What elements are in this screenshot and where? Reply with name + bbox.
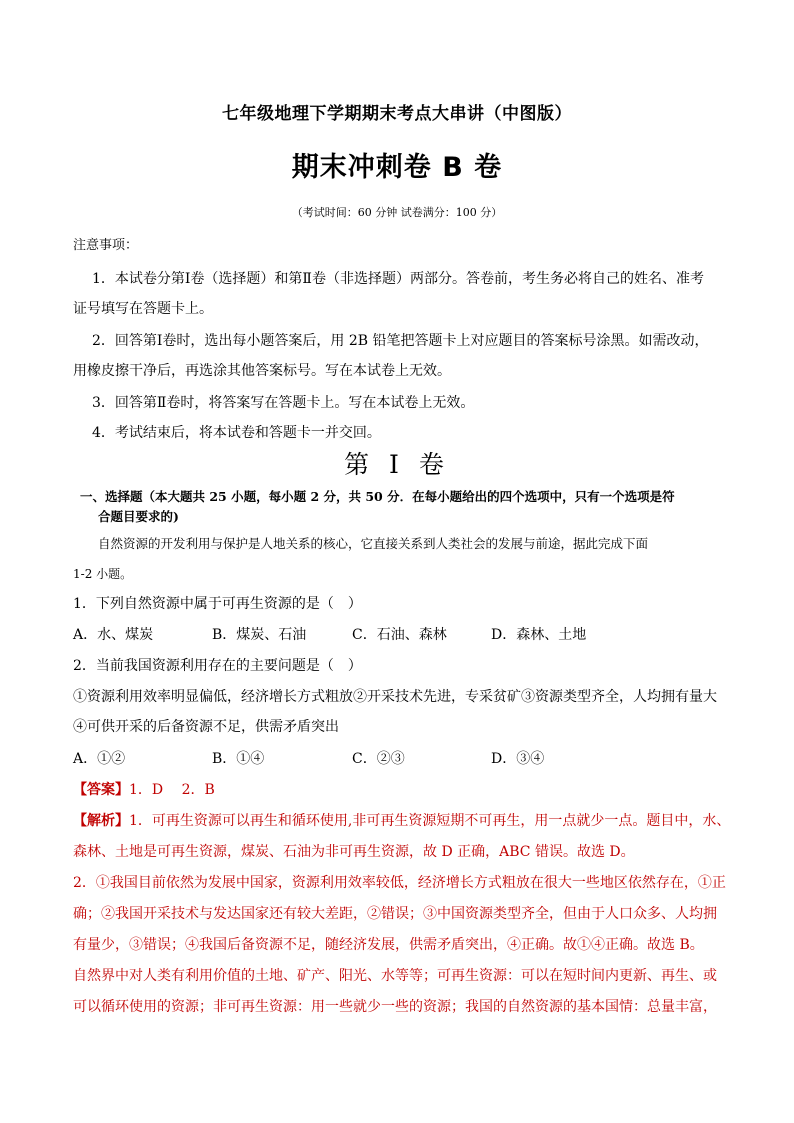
analysis-line-3: 2．①我国目前依然为发展中国家，资源利用效率较低，经济增长方式粗放在很大一些地区依然存在，①正: [73, 875, 726, 891]
question-1-option-d: D．森林、土地: [491, 627, 587, 643]
analysis-line-7: 可以循环使用的资源；非可再生资源：用一些就少一些的资源；我国的自然资源的基本国情：总量丰富，: [73, 999, 717, 1015]
question-2-option-a: A．①②: [73, 751, 126, 767]
question-2-option-b: B．①④: [212, 751, 265, 767]
passage-text-cont: 1-2 小题。: [73, 567, 133, 581]
question-2-statements: ①资源利用效率明显偏低，经济增长方式粗放②开采技术先进，专采贫矿③资源类型齐全，人均拥有量大: [73, 689, 717, 705]
analysis-line-6: 自然界中对人类有利用价值的土地、矿产、阳光、水等等；可再生资源：可以在短时间内更新、再生、或: [73, 968, 717, 984]
analysis-line-2: 森林、土地是可再生资源，煤炭、石油为非可再生资源，故 D 正确，ABC 错误。故选 D。: [73, 844, 635, 860]
answer-label: 【答案】: [73, 782, 129, 798]
question-1-option-b: B．煤炭、石油: [212, 627, 307, 643]
answer-text: 1．D 2．B: [129, 782, 215, 798]
question-1-option-a: A．水、煤炭: [73, 627, 154, 643]
part-heading: 一、选择题（本大题共 25 小题，每小题 2 分，共 50 分．在每小题给出的四个选项中，只有一个选项是符: [80, 489, 675, 504]
main-title: 期末冲刺卷 B 卷: [291, 152, 503, 183]
analysis-text: 1．可再生资源可以再生和循环使用,非可再生资源短期不可再生，用一点就少一点。题目中，水、: [129, 813, 731, 829]
notes-heading: 注意事项：: [73, 238, 139, 253]
exam-info: （考试时间：60 分钟 试卷满分：100 分）: [291, 206, 503, 219]
note-item-4: 4．考试结束后，将本试卷和答题卡一并交回。: [92, 425, 381, 441]
note-item-1-cont: 证号填写在答题卡上。: [73, 301, 213, 317]
question-2-option-d: D．③④: [491, 751, 545, 767]
section-title: 第 I 卷: [344, 450, 450, 479]
analysis-line-5: 有量少，③错误；④我国后备资源不足，随经济发展，供需矛盾突出，④正确。故①④正确。故选 B。: [73, 937, 704, 953]
question-1-stem: 1．下列自然资源中属于可再生资源的是（ ）: [73, 596, 362, 612]
analysis-line-4: 确；②我国开采技术与发达国家还有较大差距，②错误；③中国资源类型齐全，但由于人口众多、人均拥: [73, 906, 717, 922]
question-1-option-c: C．石油、森林: [352, 627, 447, 643]
part-heading-cont: 合题目要求的): [98, 509, 179, 524]
question-2-stem: 2．当前我国资源利用存在的主要问题是（ ）: [73, 658, 362, 674]
note-item-1: 1．本试卷分第Ⅰ卷（选择题）和第Ⅱ卷（非选择题）两部分。答卷前，考生务必将自己的姓名、准考: [92, 271, 704, 287]
note-item-2: 2．回答第Ⅰ卷时，选出每小题答案后，用 2B 铅笔把答题卡上对应题目的答案标号涂黑。如需改动，: [92, 333, 709, 349]
analysis-line-1: [73, 811, 730, 831]
series-title: 七年级地理下学期期末考点大串讲（中图版）: [222, 104, 572, 124]
note-item-2-cont: 用橡皮擦干净后，再选涂其他答案标号。写在本试卷上无效。: [73, 363, 451, 379]
question-2-option-c: C．②③: [352, 751, 405, 767]
question-2-statements-cont: ④可供开采的后备资源不足，供需矛盾突出: [73, 719, 339, 735]
note-item-3: 3．回答第Ⅱ卷时，将答案写在答题卡上。写在本试卷上无效。: [92, 395, 475, 411]
answer-line: [73, 780, 215, 800]
passage-text: 自然资源的开发利用与保护是人地关系的核心，它直接关系到人类社会的发展与前途，据此完成下面: [98, 536, 649, 551]
analysis-label: 【解析】: [73, 813, 129, 829]
